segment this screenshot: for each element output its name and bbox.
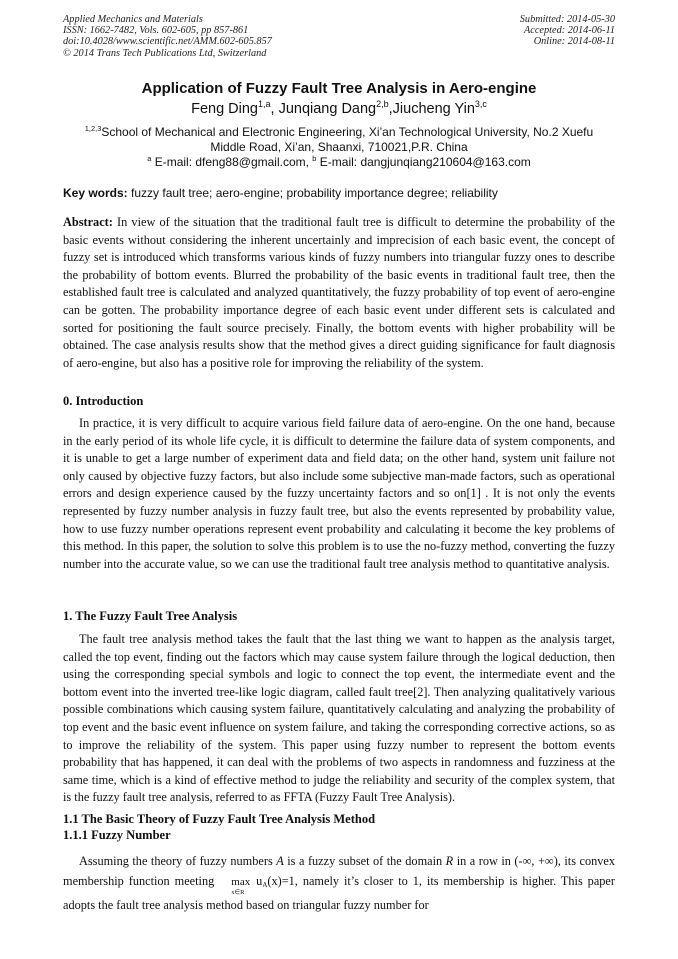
section-heading-ffta: 1. The Fuzzy Fault Tree Analysis bbox=[63, 609, 238, 623]
accepted-date: Accepted: 2014-06-11 bbox=[523, 25, 615, 37]
keywords bbox=[63, 186, 615, 200]
author-name: Jiucheng Yin bbox=[392, 101, 475, 117]
email-a: E-mail: dfeng88@gmail.com, bbox=[151, 155, 313, 169]
affiliation-sup: 1,2,3 bbox=[84, 124, 102, 133]
author-sup: 3,c bbox=[474, 99, 487, 110]
author-name: Junqiang Dang bbox=[278, 101, 377, 117]
fuzzy-number-paragraph: Assuming the theory of fuzzy numbers A is a fuzzy subset of the domain R in a row in (-∞, +∞), its convex membership function meeting max x∈R uA(x)=1, namely it’s closer to 1, its membership is higher. This paper adopts the fault tree analysis method based on triangular fuzzy number for bbox=[63, 854, 615, 912]
max-operator: max x∈R bbox=[231, 876, 251, 896]
author-sup: 1,a bbox=[258, 99, 271, 110]
submission-dates bbox=[520, 14, 615, 48]
abstract bbox=[63, 214, 615, 372]
paper-title: Application of Fuzzy Fault Tree Analysis in Aero-engine bbox=[141, 80, 537, 97]
journal-doi: doi:10.4028/www.scientific.net/AMM.602-605.857 bbox=[63, 36, 272, 48]
affiliation-text: School of Mechanical and Electronic Engineering, Xi’an Technological University, No.2 Xuefu Middle Road, Xi’an, Shaanxi, 710021,P.R. China bbox=[101, 125, 594, 154]
journal-copyright: © 2014 Trans Tech Publications Ltd, Switzerland bbox=[63, 47, 267, 59]
online-date: Online: 2014-08-11 bbox=[533, 36, 615, 48]
symbol-A: A bbox=[276, 854, 284, 868]
keywords-text: fuzzy fault tree; aero-engine; probability importance degree; reliability bbox=[127, 186, 498, 200]
journal-issn: ISSN: 1662-7482, Vols. 602-605, pp 857-861 bbox=[63, 25, 249, 37]
abstract-label: Abstract: bbox=[63, 215, 113, 229]
subsection-heading-basic-theory: 1.1 The Basic Theory of Fuzzy Fault Tree Analysis Method bbox=[63, 812, 376, 826]
introduction-paragraph: In practice, it is very difficult to acquire various field failure data of aero-engine. On the one hand, because in the early period of its whole life cycle, it is difficult to determine the failure data of system components, and it is unable to get a large number of experiment data and field data; on the other hand, system unit failure not only caused by objective fuzzy factors, but also include some subjective man-made factors, such as operational errors and design experience caused by the fuzzy uncertainty factors and so on[1] . It is not only the events represented by fuzzy number analysis in fuzzy fault tree, but also the events represented by probability value, how to use fuzzy number operations represent event probability and calculating it become the key problems of this method. In this paper, the solution to solve this problem is to use the no-fuzzy method, converting the fuzzy number into the accurate value, so we can use the traditional fault tree analysis method to quantitative analysis. bbox=[63, 416, 615, 571]
author-sup: 2,b bbox=[376, 99, 389, 110]
ffta-paragraph: The fault tree analysis method takes the fault that the last thing we want to happen as the analysis target, called the top event, finding out the factors which may cause system failure through the logical deduction, then using the corresponding special symbols and logic to connect the top event, the intermediate event and the bottom event into the inverted tree-like logic diagram, called fault tree[2]. Then analyzing qualitatively various possible combinations which causing system failure, quantitatively calculating and analyzing the probability of top event and the basic event influence on system failure, and taking the corresponding corrective actions, so as to improve the reliability of the system. This paper using fuzzy number to represent the bottom events probability that has happened, it can deal with the problems of two aspects in randomness and fuzziness at the same time, which is a kind of effective method to judge the reliability and security of the complex system, that is the fuzzy fault tree analysis, referred to as FFTA (Fuzzy Fault Tree Analysis). bbox=[63, 632, 615, 805]
author-list: Feng Ding$^{1,a}$, Junqiang Dang$^{2,b}$,Jiucheng Yin$^{3,c}$ bbox=[191, 99, 487, 117]
affiliation bbox=[70, 125, 608, 155]
abstract-text: In view of the situation that the traditional fault tree is difficult to determine the probability of the basic events without considering the inherent uncertainly and imprecision of each basic event, the concept of fuzzy set is introduced which transforms various kinds of fuzzy numbers into triangular fuzzy ones to describe the probability of bottom events. Blurred the probability of the basic events in traditional fault tree, then the established fault tree is calculated and analyzed quantitatively, the fuzzy probability of top event of aero-engine can be gotten. The probability importance degree of each basic event under different sets is calculated and sorted for positioning the fault source precisely. Finally, the bottom events with higher probability will be obtained. The case analysis results show that the method gives a direct guiding significance for fault diagnosis of aero-engine, but also has a positive role for improving the reliability of the system. bbox=[63, 215, 615, 370]
author-name: Feng Ding bbox=[191, 101, 258, 117]
author-emails: $^a$ E-mail: dfeng88@gmail.com, $^b$ E-mail: dangjunqiang210604@163.com bbox=[147, 154, 531, 169]
subsubsection-heading-fuzzy-number: 1.1.1 Fuzzy Number bbox=[63, 828, 171, 842]
journal-info bbox=[63, 14, 272, 59]
interval: -∞, +∞ bbox=[518, 854, 554, 868]
section-heading-introduction: 0. Introduction bbox=[63, 394, 144, 408]
journal-name: Applied Mechanics and Materials bbox=[63, 14, 203, 25]
submitted-date: Submitted: 2014-05-30 bbox=[519, 14, 615, 25]
symbol-R: R bbox=[445, 854, 454, 868]
email-b: E-mail: dangjunqiang210604@163.com bbox=[316, 155, 531, 169]
keywords-label: Key words: bbox=[63, 186, 128, 200]
